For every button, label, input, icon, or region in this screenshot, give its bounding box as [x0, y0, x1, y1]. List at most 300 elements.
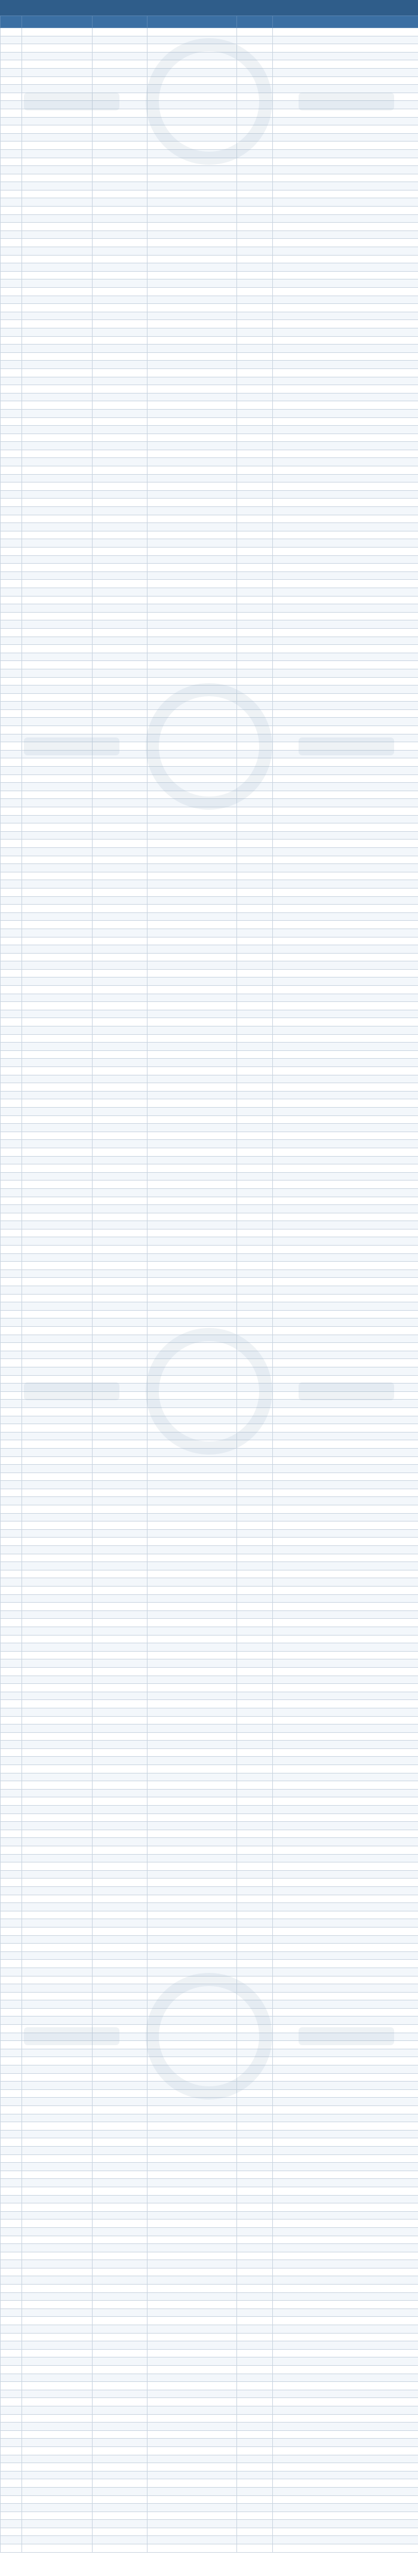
cell-company [147, 2495, 237, 2504]
table-row [1, 1757, 418, 1765]
cell-provinces [273, 758, 418, 767]
cell-price [237, 2301, 273, 2309]
table-row [1, 1944, 418, 1952]
cell-drug-name [22, 750, 93, 758]
table-row [1, 409, 418, 417]
cell-drug-name [22, 507, 93, 515]
cell-spec [93, 2366, 147, 2374]
cell-provinces [273, 1895, 418, 1903]
cell-spec [93, 368, 147, 377]
cell-price [237, 1732, 273, 1741]
cell-spec [93, 1107, 147, 1115]
cell-provinces [273, 2430, 418, 2439]
cell-provinces [273, 604, 418, 613]
cell-provinces [273, 1327, 418, 1335]
table-row [1, 596, 418, 604]
cell-drug-name [22, 612, 93, 620]
cell-company [147, 929, 237, 937]
cell-company [147, 604, 237, 613]
cell-index [1, 1115, 22, 1124]
table-row [1, 921, 418, 929]
cell-spec [93, 2252, 147, 2260]
cell-spec [93, 1269, 147, 1278]
cell-drug-name [22, 133, 93, 142]
table-row [1, 401, 418, 410]
cell-company [147, 255, 237, 263]
cell-drug-name [22, 2098, 93, 2106]
cell-company [147, 1059, 237, 1067]
cell-price [237, 1181, 273, 1189]
cell-drug-name [22, 628, 93, 637]
cell-drug-name [22, 588, 93, 596]
cell-price [237, 2430, 273, 2439]
cell-company [147, 2041, 237, 2049]
cell-index [1, 2049, 22, 2057]
cell-drug-name [22, 239, 93, 247]
cell-drug-name [22, 1562, 93, 1570]
table-row [1, 133, 418, 142]
cell-company [147, 2057, 237, 2065]
table-row [1, 1497, 418, 1505]
cell-index [1, 85, 22, 93]
cell-index [1, 1050, 22, 1059]
cell-index [1, 791, 22, 799]
table-row [1, 2195, 418, 2203]
cell-index [1, 2325, 22, 2334]
cell-drug-name [22, 823, 93, 832]
table-row [1, 1505, 418, 1514]
cell-drug-name [22, 1294, 93, 1302]
cell-drug-name [22, 1927, 93, 1935]
cell-drug-name [22, 1529, 93, 1538]
cell-price [237, 1083, 273, 1092]
cell-index [1, 1262, 22, 1270]
cell-price [237, 1806, 273, 1814]
cell-drug-name [22, 977, 93, 986]
cell-drug-name [22, 1059, 93, 1067]
cell-company [147, 645, 237, 653]
cell-company [147, 507, 237, 515]
table-row [1, 1951, 418, 1960]
cell-company [147, 1976, 237, 1984]
cell-index [1, 1643, 22, 1652]
table-row [1, 1781, 418, 1790]
cell-spec [93, 1781, 147, 1790]
cell-drug-name [22, 271, 93, 279]
cell-drug-name [22, 1992, 93, 2000]
cell-provinces [273, 880, 418, 889]
cell-price [237, 1456, 273, 1465]
cell-spec [93, 499, 147, 507]
cell-index [1, 507, 22, 515]
cell-company [147, 864, 237, 872]
cell-provinces [273, 2114, 418, 2122]
cell-drug-name [22, 1229, 93, 1237]
cell-price [237, 815, 273, 823]
cell-drug-name [22, 2414, 93, 2423]
table-row [1, 1367, 418, 1375]
table-row [1, 1489, 418, 1497]
cell-index [1, 60, 22, 69]
cell-provinces [273, 661, 418, 669]
cell-drug-name [22, 1205, 93, 1213]
cell-company [147, 1302, 237, 1311]
cell-provinces [273, 677, 418, 686]
cell-company [147, 336, 237, 345]
cell-company [147, 2146, 237, 2154]
cell-company [147, 856, 237, 864]
cell-spec [93, 2025, 147, 2033]
cell-spec [93, 1521, 147, 1530]
cell-price [237, 1278, 273, 1286]
cell-provinces [273, 117, 418, 125]
cell-company [147, 2414, 237, 2423]
cell-index [1, 937, 22, 945]
cell-price [237, 1651, 273, 1659]
cell-provinces [273, 1018, 418, 1026]
cell-index [1, 807, 22, 816]
cell-drug-name [22, 174, 93, 182]
cell-drug-name [22, 2374, 93, 2382]
cell-spec [93, 2471, 147, 2479]
cell-spec [93, 1578, 147, 1587]
cell-provinces [273, 1497, 418, 1505]
cell-drug-name [22, 1724, 93, 1733]
cell-company [147, 1741, 237, 1749]
cell-price [237, 977, 273, 986]
cell-drug-name [22, 1213, 93, 1221]
cell-index [1, 1302, 22, 1311]
cell-spec [93, 1318, 147, 1327]
table-row [1, 434, 418, 442]
cell-price [237, 401, 273, 410]
cell-spec [93, 190, 147, 198]
table-row [1, 2317, 418, 2325]
cell-price [237, 2244, 273, 2252]
cell-price [237, 1676, 273, 1684]
cell-provinces [273, 2138, 418, 2147]
cell-company [147, 1886, 237, 1895]
cell-index [1, 490, 22, 499]
cell-price [237, 1635, 273, 1643]
cell-provinces [273, 1432, 418, 1440]
cell-price [237, 2349, 273, 2357]
cell-price [237, 28, 273, 36]
cell-company [147, 1587, 237, 1595]
cell-company [147, 2536, 237, 2544]
cell-price [237, 1587, 273, 1595]
table-row [1, 393, 418, 401]
cell-drug-name [22, 661, 93, 669]
cell-spec [93, 304, 147, 312]
cell-company [147, 571, 237, 580]
cell-spec [93, 2106, 147, 2114]
cell-index [1, 109, 22, 117]
table-row [1, 2479, 418, 2488]
cell-provinces [273, 133, 418, 142]
cell-index [1, 2122, 22, 2131]
cell-index [1, 2276, 22, 2285]
cell-spec [93, 2187, 147, 2195]
cell-drug-name [22, 1716, 93, 1724]
cell-company [147, 1789, 237, 1797]
cell-provinces [273, 977, 418, 986]
cell-price [237, 750, 273, 758]
cell-index [1, 539, 22, 548]
cell-price [237, 1797, 273, 1806]
cell-price [237, 1578, 273, 1587]
cell-company [147, 1773, 237, 1781]
cell-price [237, 2463, 273, 2472]
table-row [1, 345, 418, 353]
cell-company [147, 783, 237, 791]
cell-company [147, 767, 237, 775]
cell-price [237, 320, 273, 328]
cell-drug-name [22, 888, 93, 896]
cell-drug-name [22, 2065, 93, 2074]
cell-index [1, 450, 22, 458]
cell-spec [93, 76, 147, 85]
cell-price [237, 921, 273, 929]
cell-drug-name [22, 2446, 93, 2455]
table-row [1, 1635, 418, 1643]
table-row [1, 2366, 418, 2374]
cell-drug-name [22, 1944, 93, 1952]
cell-index [1, 2495, 22, 2504]
cell-price [237, 2455, 273, 2463]
cell-company [147, 686, 237, 694]
cell-spec [93, 1351, 147, 1359]
cell-drug-name [22, 2025, 93, 2033]
cell-price [237, 1562, 273, 1570]
cell-index [1, 1010, 22, 1018]
table-row [1, 1050, 418, 1059]
cell-company [147, 2268, 237, 2276]
table-row [1, 823, 418, 832]
cell-provinces [273, 2285, 418, 2293]
cell-spec [93, 1643, 147, 1652]
cell-spec [93, 1684, 147, 1692]
cell-provinces [273, 1578, 418, 1587]
table-row [1, 815, 418, 823]
cell-index [1, 1757, 22, 1765]
cell-drug-name [22, 1748, 93, 1757]
cell-index [1, 1440, 22, 1449]
cell-company [147, 937, 237, 945]
cell-provinces [273, 1944, 418, 1952]
cell-provinces [273, 2398, 418, 2406]
cell-company [147, 1667, 237, 1676]
cell-company [147, 1172, 237, 1181]
cell-spec [93, 2398, 147, 2406]
table-row [1, 807, 418, 816]
table-title [0, 0, 418, 16]
cell-price [237, 1262, 273, 1270]
cell-price [237, 239, 273, 247]
cell-provinces [273, 539, 418, 548]
cell-index [1, 2041, 22, 2049]
cell-company [147, 1538, 237, 1546]
cell-spec [93, 588, 147, 596]
cell-index [1, 548, 22, 556]
cell-company [147, 230, 237, 239]
cell-drug-name [22, 2073, 93, 2082]
cell-drug-name [22, 450, 93, 458]
cell-company [147, 2203, 237, 2212]
cell-price [237, 52, 273, 60]
cell-company [147, 2423, 237, 2431]
cell-spec [93, 230, 147, 239]
cell-company [147, 2446, 237, 2455]
cell-index [1, 1919, 22, 1928]
cell-spec [93, 263, 147, 272]
cell-company [147, 76, 237, 85]
cell-price [237, 1302, 273, 1311]
table-row [1, 905, 418, 913]
cell-drug-name [22, 1935, 93, 1944]
table-row [1, 1473, 418, 1481]
cell-provinces [273, 263, 418, 272]
cell-price [237, 490, 273, 499]
cell-index [1, 831, 22, 840]
cell-price [237, 2504, 273, 2512]
cell-company [147, 1951, 237, 1960]
cell-price [237, 2195, 273, 2203]
table-row [1, 726, 418, 734]
cell-price [237, 661, 273, 669]
cell-drug-name [22, 361, 93, 369]
cell-price [237, 645, 273, 653]
cell-spec [93, 2285, 147, 2293]
cell-company [147, 1115, 237, 1124]
col-header-price [237, 16, 273, 28]
cell-index [1, 1465, 22, 1473]
cell-company [147, 2138, 237, 2147]
cell-index [1, 474, 22, 482]
cell-company [147, 1465, 237, 1473]
cell-provinces [273, 1610, 418, 1619]
cell-spec [93, 1375, 147, 1384]
cell-spec [93, 2227, 147, 2236]
cell-spec [93, 2414, 147, 2423]
cell-provinces [273, 458, 418, 466]
cell-provinces [273, 1164, 418, 1173]
cell-provinces [273, 1627, 418, 1635]
cell-spec [93, 207, 147, 215]
cell-index [1, 1935, 22, 1944]
cell-drug-name [22, 929, 93, 937]
table-row [1, 1708, 418, 1716]
cell-price [237, 1384, 273, 1392]
cell-provinces [273, 44, 418, 53]
table-row [1, 1724, 418, 1733]
table-row [1, 2227, 418, 2236]
cell-drug-name [22, 896, 93, 905]
cell-provinces [273, 1773, 418, 1781]
cell-company [147, 361, 237, 369]
table-row [1, 758, 418, 767]
cell-price [237, 2049, 273, 2057]
cell-index [1, 1335, 22, 1343]
table-row [1, 1375, 418, 1384]
cell-provinces [273, 686, 418, 694]
table-row [1, 1067, 418, 1075]
table-row [1, 515, 418, 523]
cell-price [237, 742, 273, 751]
cell-price [237, 1960, 273, 1968]
cell-price [237, 571, 273, 580]
cell-provinces [273, 142, 418, 150]
cell-company [147, 1619, 237, 1627]
cell-index [1, 1083, 22, 1092]
table-row [1, 1246, 418, 1254]
cell-drug-name [22, 2008, 93, 2016]
cell-spec [93, 2057, 147, 2065]
table-row [1, 2033, 418, 2041]
cell-spec [93, 2122, 147, 2131]
cell-company [147, 2292, 237, 2301]
table-row [1, 198, 418, 207]
cell-company [147, 1708, 237, 1716]
table-row [1, 1513, 418, 1521]
table-row [1, 2439, 418, 2447]
cell-provinces [273, 1075, 418, 1083]
cell-provinces [273, 368, 418, 377]
cell-spec [93, 1505, 147, 1514]
cell-spec [93, 1010, 147, 1018]
cell-spec [93, 661, 147, 669]
cell-drug-name [22, 1391, 93, 1400]
cell-index [1, 1213, 22, 1221]
cell-index [1, 2268, 22, 2276]
cell-company [147, 2252, 237, 2260]
cell-company [147, 1862, 237, 1871]
cell-spec [93, 742, 147, 751]
table-row [1, 149, 418, 158]
cell-company [147, 1610, 237, 1619]
cell-price [237, 1002, 273, 1010]
cell-drug-name [22, 2000, 93, 2009]
table-row [1, 28, 418, 36]
cell-index [1, 279, 22, 288]
cell-provinces [273, 2520, 418, 2528]
table-row [1, 945, 418, 954]
cell-spec [93, 961, 147, 970]
cell-drug-name [22, 2016, 93, 2025]
cell-provinces [273, 1708, 418, 1716]
cell-provinces [273, 921, 418, 929]
cell-drug-name [22, 864, 93, 872]
cell-index [1, 1351, 22, 1359]
cell-company [147, 2065, 237, 2074]
cell-company [147, 2479, 237, 2488]
cell-company [147, 588, 237, 596]
cell-company [147, 1968, 237, 1976]
cell-provinces [273, 1919, 418, 1928]
cell-price [237, 2341, 273, 2350]
cell-price [237, 142, 273, 150]
cell-index [1, 345, 22, 353]
table-row [1, 1578, 418, 1587]
cell-spec [93, 2382, 147, 2390]
cell-drug-name [22, 961, 93, 970]
table-row [1, 953, 418, 961]
cell-price [237, 1822, 273, 1830]
cell-drug-name [22, 1951, 93, 1960]
cell-index [1, 482, 22, 491]
cell-provinces [273, 1026, 418, 1035]
cell-provinces [273, 1659, 418, 1668]
